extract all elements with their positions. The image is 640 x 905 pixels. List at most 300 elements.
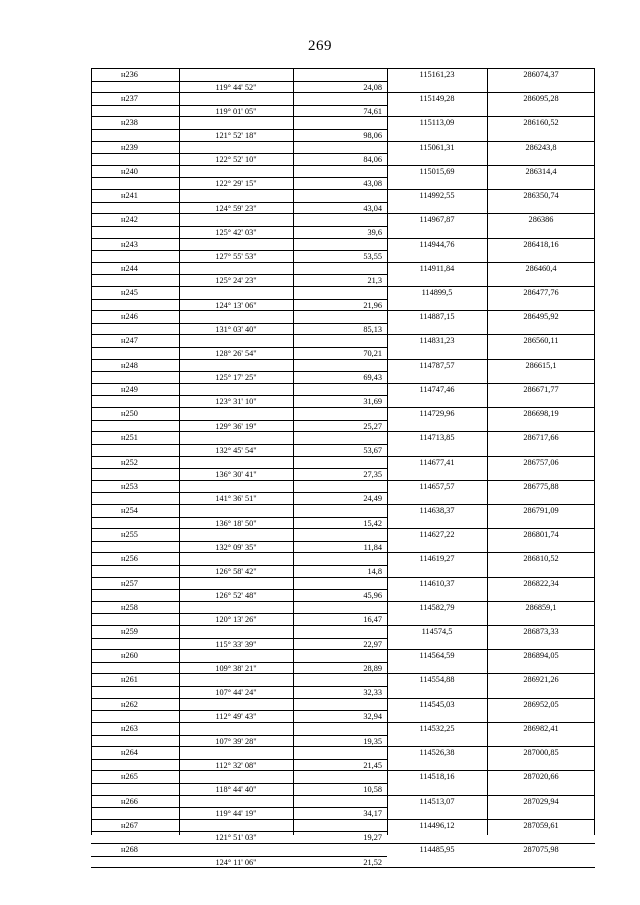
point-name: н268 [121,845,138,854]
segment-length: 74,61 [293,105,387,117]
empty-cell [387,129,487,141]
point-name: н248 [121,360,138,370]
coord-y: 286894,05 [523,651,559,661]
empty-cell [487,177,595,189]
empty-cell [179,190,293,202]
empty-cell [179,239,293,251]
empty-cell [293,69,387,81]
segment-row [91,299,595,311]
coord-y: 286873,33 [523,627,559,637]
segment-length: 10,58 [293,783,387,795]
empty-cell [179,699,293,711]
direction-angle: 119° 01' 05" [179,105,293,117]
coord-x: 114513,07 [419,796,455,806]
empty-cell [293,650,387,662]
empty-cell [387,492,487,504]
direction-angle: 136° 30' 41" [179,468,293,480]
segment-row [91,226,595,238]
direction-angle: 109° 38' 21" [179,662,293,674]
coord-x: 114485,95 [419,845,455,854]
point-row [91,359,595,372]
segment-row [91,395,595,407]
table-divider-3 [387,68,388,835]
coord-y: 286698,19 [523,409,559,419]
segment-length: 43,04 [293,202,387,214]
segment-row [91,541,595,553]
segment-length: 45,96 [293,589,387,601]
segment-row [91,202,595,214]
point-name: н241 [121,191,138,201]
point-row [91,310,595,323]
empty-cell [91,492,179,504]
empty-cell [293,214,387,226]
segment-row [91,420,595,432]
empty-cell [179,844,293,856]
empty-cell [91,274,179,286]
point-row [91,165,595,178]
point-row [91,819,595,832]
point-row [91,407,595,420]
segment-row [91,492,595,504]
empty-cell [487,517,595,529]
point-row [91,795,595,808]
direction-angle: 128° 26' 54" [179,347,293,359]
empty-cell [179,408,293,420]
empty-cell [487,299,595,311]
coord-y: 286791,09 [523,505,559,515]
empty-cell [179,529,293,541]
empty-cell [487,250,595,262]
segment-length: 24,08 [293,81,387,93]
empty-cell [293,626,387,638]
empty-cell [487,807,595,819]
segment-row [91,444,595,456]
point-name: н264 [121,748,138,758]
empty-cell [91,250,179,262]
empty-cell [387,105,487,117]
point-name: н256 [121,554,138,564]
coord-x: 114899,5 [421,287,453,297]
empty-cell [179,263,293,275]
segment-length: 19,35 [293,735,387,747]
empty-cell [387,299,487,311]
segment-length: 14,8 [293,565,387,577]
direction-angle: 122° 52' 10" [179,153,293,165]
empty-cell [487,226,595,238]
coord-y: 286460,4 [525,263,557,273]
point-name: н242 [121,215,138,225]
segment-row [91,250,595,262]
coord-y: 286074,37 [523,70,559,79]
point-row [91,286,595,299]
coord-y: 286615,1 [525,360,557,370]
coord-y: 286477,76 [523,287,559,297]
empty-cell [179,747,293,759]
coord-y: 286822,34 [523,578,559,588]
segment-length: 27,35 [293,468,387,480]
point-row [91,383,595,396]
coord-x: 114887,15 [419,312,455,322]
empty-cell [293,820,387,832]
direction-angle: 129° 36' 19" [179,420,293,432]
empty-cell [487,662,595,674]
point-name: н266 [121,796,138,806]
empty-cell [91,153,179,165]
empty-cell [293,384,387,396]
empty-cell [91,226,179,238]
empty-cell [387,638,487,650]
empty-cell [91,299,179,311]
point-row [91,431,595,444]
empty-cell [179,311,293,323]
segment-length: 22,97 [293,638,387,650]
coord-y: 286243,8 [525,142,557,152]
segment-row [91,565,595,577]
segment-length: 39,6 [293,226,387,238]
empty-cell [487,395,595,407]
empty-cell [91,686,179,698]
segment-row [91,517,595,529]
direction-angle: 120° 13' 26" [179,613,293,625]
empty-cell [293,263,387,275]
coord-x: 114831,23 [419,336,455,346]
point-name: н265 [121,772,138,782]
page-number: 269 [308,38,332,54]
direction-angle: 127° 55' 53" [179,250,293,262]
empty-cell [387,807,487,819]
point-name: н245 [121,287,138,297]
coord-x: 114564,59 [419,651,455,661]
empty-cell [387,589,487,601]
empty-cell [293,699,387,711]
empty-cell [293,771,387,783]
coord-y: 287029,94 [523,796,559,806]
empty-cell [293,844,387,856]
segment-row [91,468,595,480]
empty-cell [91,129,179,141]
empty-cell [179,674,293,686]
coord-x: 114992,55 [419,191,455,201]
empty-cell [387,250,487,262]
point-row [91,552,595,565]
direction-angle: 107° 44' 24" [179,686,293,698]
empty-cell [91,735,179,747]
point-row [91,262,595,275]
coord-x: 115161,23 [419,70,455,79]
direction-angle: 121° 51' 03" [179,831,293,843]
empty-cell [91,105,179,117]
empty-cell [293,578,387,590]
empty-cell [387,759,487,771]
segment-row [91,735,595,747]
segment-length: 24,49 [293,492,387,504]
empty-cell [293,747,387,759]
segment-row [91,638,595,650]
empty-cell [387,202,487,214]
empty-cell [91,759,179,771]
empty-cell [487,420,595,432]
segment-length: 31,69 [293,395,387,407]
segment-length: 98,06 [293,129,387,141]
empty-cell [179,457,293,469]
point-row [91,577,595,590]
point-row [91,649,595,662]
coord-y: 286801,74 [523,530,559,540]
empty-cell [179,626,293,638]
empty-cell [179,214,293,226]
point-row [91,504,595,517]
empty-cell [179,335,293,347]
coord-x: 115149,28 [419,94,455,104]
coord-x: 114526,38 [419,748,455,758]
empty-cell [487,274,595,286]
segment-length: 21,52 [293,856,387,868]
coord-x: 114713,85 [419,433,455,443]
empty-cell [91,468,179,480]
direction-angle: 141° 36' 51" [179,492,293,504]
coord-x: 115061,31 [419,142,455,152]
coord-y: 286952,05 [523,699,559,709]
direction-angle: 112° 32' 08" [179,759,293,771]
segment-length: 15,42 [293,517,387,529]
empty-cell [179,432,293,444]
empty-cell [387,371,487,383]
direction-angle: 125° 24' 23" [179,274,293,286]
coord-x: 114496,12 [419,820,455,830]
empty-cell [91,807,179,819]
empty-cell [293,723,387,735]
empty-cell [487,831,595,843]
point-name: н262 [121,699,138,709]
empty-cell [179,796,293,808]
empty-cell [179,820,293,832]
coord-y: 286921,26 [523,675,559,685]
coord-x: 115113,09 [419,118,455,128]
table-divider-1 [179,68,180,835]
direction-angle: 123° 31' 10" [179,395,293,407]
empty-cell [487,589,595,601]
empty-cell [91,517,179,529]
segment-row [91,81,595,93]
empty-cell [487,323,595,335]
empty-cell [293,142,387,154]
point-row [91,625,595,638]
empty-cell [179,360,293,372]
point-name: н247 [121,336,138,346]
point-row [91,770,595,783]
point-name: н258 [121,602,138,612]
point-row [91,722,595,735]
segment-length: 69,43 [293,371,387,383]
point-row [91,698,595,711]
empty-cell [293,432,387,444]
coord-y: 286775,88 [523,481,559,491]
point-name: н246 [121,312,138,322]
empty-cell [487,759,595,771]
segment-row [91,105,595,117]
segment-length: 11,84 [293,541,387,553]
empty-cell [179,93,293,105]
empty-cell [293,93,387,105]
point-name: н257 [121,578,138,588]
point-row [91,480,595,493]
point-name: н253 [121,481,138,491]
segment-row [91,371,595,383]
coord-x: 114638,37 [419,505,455,515]
segment-row [91,589,595,601]
coord-x: 115015,69 [419,166,455,176]
point-row [91,746,595,759]
direction-angle: 125° 42' 03" [179,226,293,238]
point-row [91,843,595,856]
direction-angle: 124° 11' 06" [179,856,293,868]
empty-cell [91,371,179,383]
empty-cell [293,602,387,614]
point-row [91,673,595,686]
direction-angle: 122° 29' 15" [179,177,293,189]
point-name: н243 [121,239,138,249]
point-name: н238 [121,118,138,128]
direction-angle: 121° 52' 18" [179,129,293,141]
direction-angle: 119° 44' 19" [179,807,293,819]
point-name: н249 [121,384,138,394]
segment-row [91,783,595,795]
empty-cell [179,481,293,493]
coord-y: 286160,52 [523,118,559,128]
direction-angle: 107° 39' 28" [179,735,293,747]
segment-length: 53,55 [293,250,387,262]
empty-cell [487,541,595,553]
direction-angle: 115° 33' 39" [179,638,293,650]
coord-x: 114787,57 [419,360,455,370]
direction-angle: 132° 45' 54" [179,444,293,456]
segment-length: 34,17 [293,807,387,819]
empty-cell [179,287,293,299]
empty-cell [387,81,487,93]
coord-x: 114545,03 [419,699,455,709]
empty-cell [387,735,487,747]
segment-length: 19,27 [293,831,387,843]
coord-y: 286560,11 [523,336,559,346]
point-name: н244 [121,263,138,273]
direction-angle: 125° 17' 25" [179,371,293,383]
direction-angle: 118° 44' 40" [179,783,293,795]
segment-row [91,153,595,165]
segment-row [91,347,595,359]
point-name: н261 [121,675,138,685]
segment-row [91,274,595,286]
segment-row [91,662,595,674]
segment-row [91,129,595,141]
coord-x: 114911,84 [419,263,455,273]
coord-x: 114532,25 [419,723,455,733]
empty-cell [387,662,487,674]
segment-row [91,177,595,189]
coord-x: 114747,46 [419,384,455,394]
empty-cell [487,105,595,117]
empty-cell [487,613,595,625]
coord-y: 286810,52 [523,554,559,564]
empty-cell [487,129,595,141]
empty-cell [179,723,293,735]
coord-x: 114627,22 [419,530,455,540]
segment-row [91,710,595,722]
point-row [91,92,595,105]
point-name: н237 [121,94,138,104]
empty-cell [91,710,179,722]
coord-x: 114582,79 [419,602,455,612]
empty-cell [179,69,293,81]
empty-cell [179,578,293,590]
empty-cell [293,674,387,686]
segment-row [91,759,595,771]
empty-cell [293,311,387,323]
coord-y: 286418,16 [523,239,559,249]
direction-angle: 119° 44' 52" [179,81,293,93]
segment-row [91,831,595,843]
empty-cell [179,602,293,614]
coord-y: 286386 [528,215,554,225]
point-name: н259 [121,627,138,637]
empty-cell [91,783,179,795]
point-name: н236 [121,70,138,79]
empty-cell [293,166,387,178]
empty-cell [91,831,179,843]
direction-angle: 124° 59' 23" [179,202,293,214]
segment-length: 21,96 [293,299,387,311]
point-name: н267 [121,820,138,830]
point-row [91,456,595,469]
point-row [91,601,595,614]
coord-y: 286350,74 [523,191,559,201]
empty-cell [91,420,179,432]
empty-cell [91,81,179,93]
empty-cell [91,444,179,456]
empty-cell [487,710,595,722]
segment-length: 21,45 [293,759,387,771]
coord-x: 114967,87 [419,215,455,225]
coord-x: 114554,88 [419,675,455,685]
segment-row [91,807,595,819]
empty-cell [387,395,487,407]
point-name: н240 [121,166,138,176]
empty-cell [387,274,487,286]
direction-angle: 124° 13' 06" [179,299,293,311]
coord-x: 114944,76 [419,239,455,249]
table-divider-2 [293,68,294,835]
coord-y: 286757,06 [523,457,559,467]
empty-cell [293,117,387,129]
empty-cell [387,153,487,165]
empty-cell [387,177,487,189]
point-row [91,141,595,154]
coord-y: 286982,41 [523,723,559,733]
segment-length: 53,67 [293,444,387,456]
empty-cell [91,347,179,359]
empty-cell [179,553,293,565]
segment-length: 70,21 [293,347,387,359]
empty-cell [487,371,595,383]
coord-x: 114518,16 [419,772,455,782]
coord-x: 114657,57 [419,481,455,491]
point-row [91,213,595,226]
empty-cell [387,783,487,795]
empty-cell [487,347,595,359]
segment-length: 25,27 [293,420,387,432]
empty-cell [91,177,179,189]
table-border-left [91,68,92,835]
empty-cell [179,384,293,396]
